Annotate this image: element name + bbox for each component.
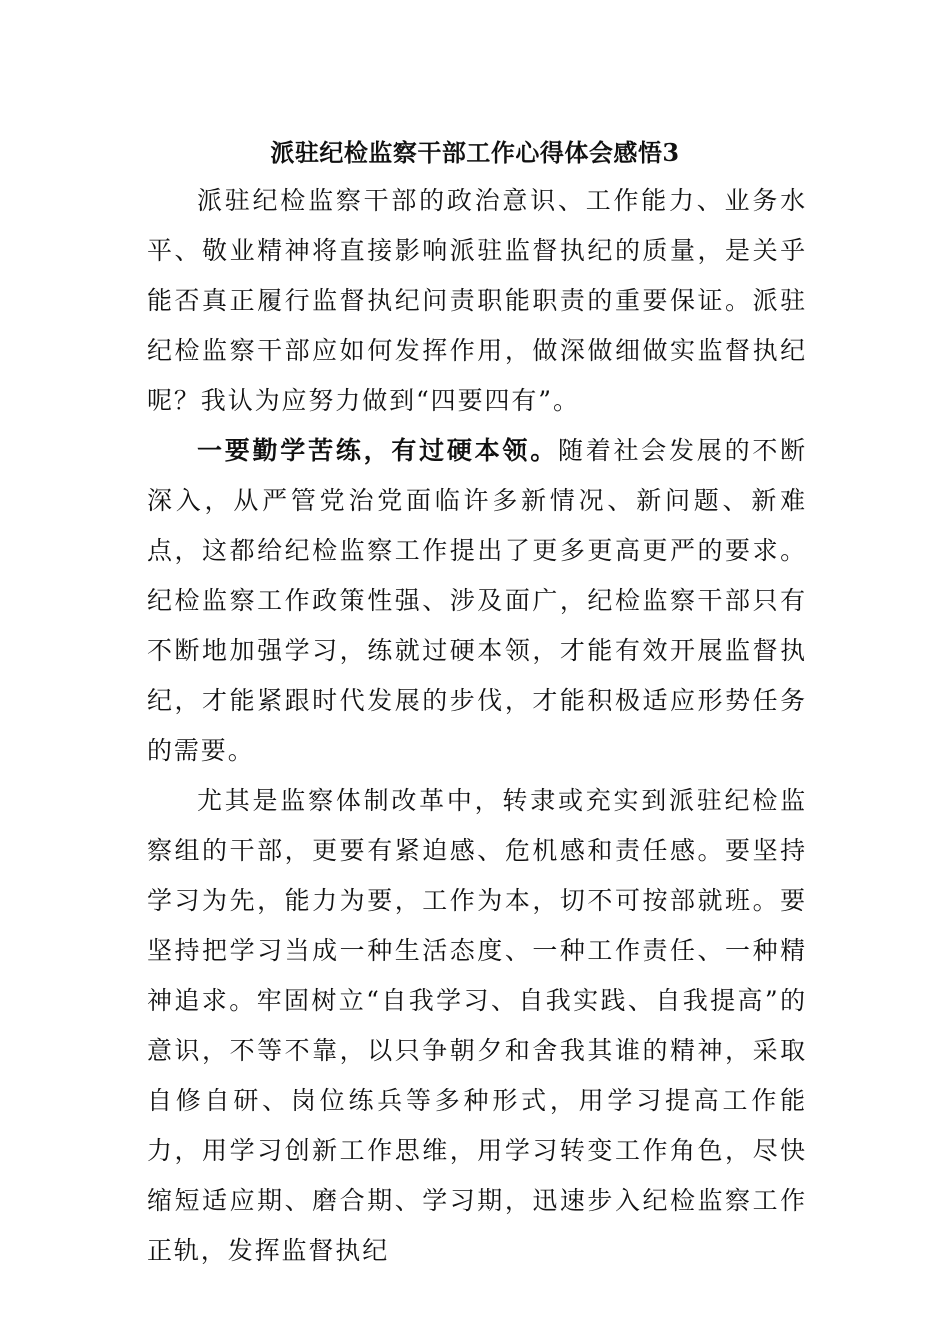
paragraph-text: 随着社会发展的不断深入，从严管党治党面临许多新情况、新问题、新难点，这都给纪检监察工作提出了更多更高更严的要求。纪检监察工作政策性强、涉及面广，纪检监察干部只有不断地加强学习，练就过硬本领，才能有效开展监督执纪，才能紧跟时代发展的步伐，才能积极适应形势任务的需要。: [147, 436, 807, 765]
paragraph-point-one: [147, 426, 807, 776]
document-title: 派驻纪检监察干部工作心得体会感悟3: [270, 138, 680, 167]
document-body: [147, 176, 807, 1276]
paragraph-intro: [147, 176, 807, 426]
paragraph-text: 派驻纪检监察干部的政治意识、工作能力、业务水平、敬业精神将直接影响派驻监督执纪的质量，是关乎能否真正履行监督执纪问责职能职责的重要保证。派驻纪检监察干部应如何发挥作用，做深做细做实监督执纪呢？我认为应努力做到“四要四有”。: [147, 186, 807, 415]
paragraph-lead: 一要勤学苦练，有过硬本领。: [197, 436, 558, 465]
paragraph-reform: [147, 776, 807, 1276]
paragraph-text: 尤其是监察体制改革中，转隶或充实到派驻纪检监察组的干部，更要有紧迫感、危机感和责任感。要坚持学习为先，能力为要，工作为本，切不可按部就班。要坚持把学习当成一种生活态度、一种工作责任、一种精神追求。牢固树立“自我学习、自我实践、自我提高”的意识，不等不靠，以只争朝夕和舍我其谁的精神，采取自修自研、岗位练兵等多种形式，用学习提高工作能力，用学习创新工作思维，用学习转变工作角色，尽快缩短适应期、磨合期、学习期，迅速步入纪检监察工作正轨，发挥监督执纪: [147, 786, 807, 1265]
